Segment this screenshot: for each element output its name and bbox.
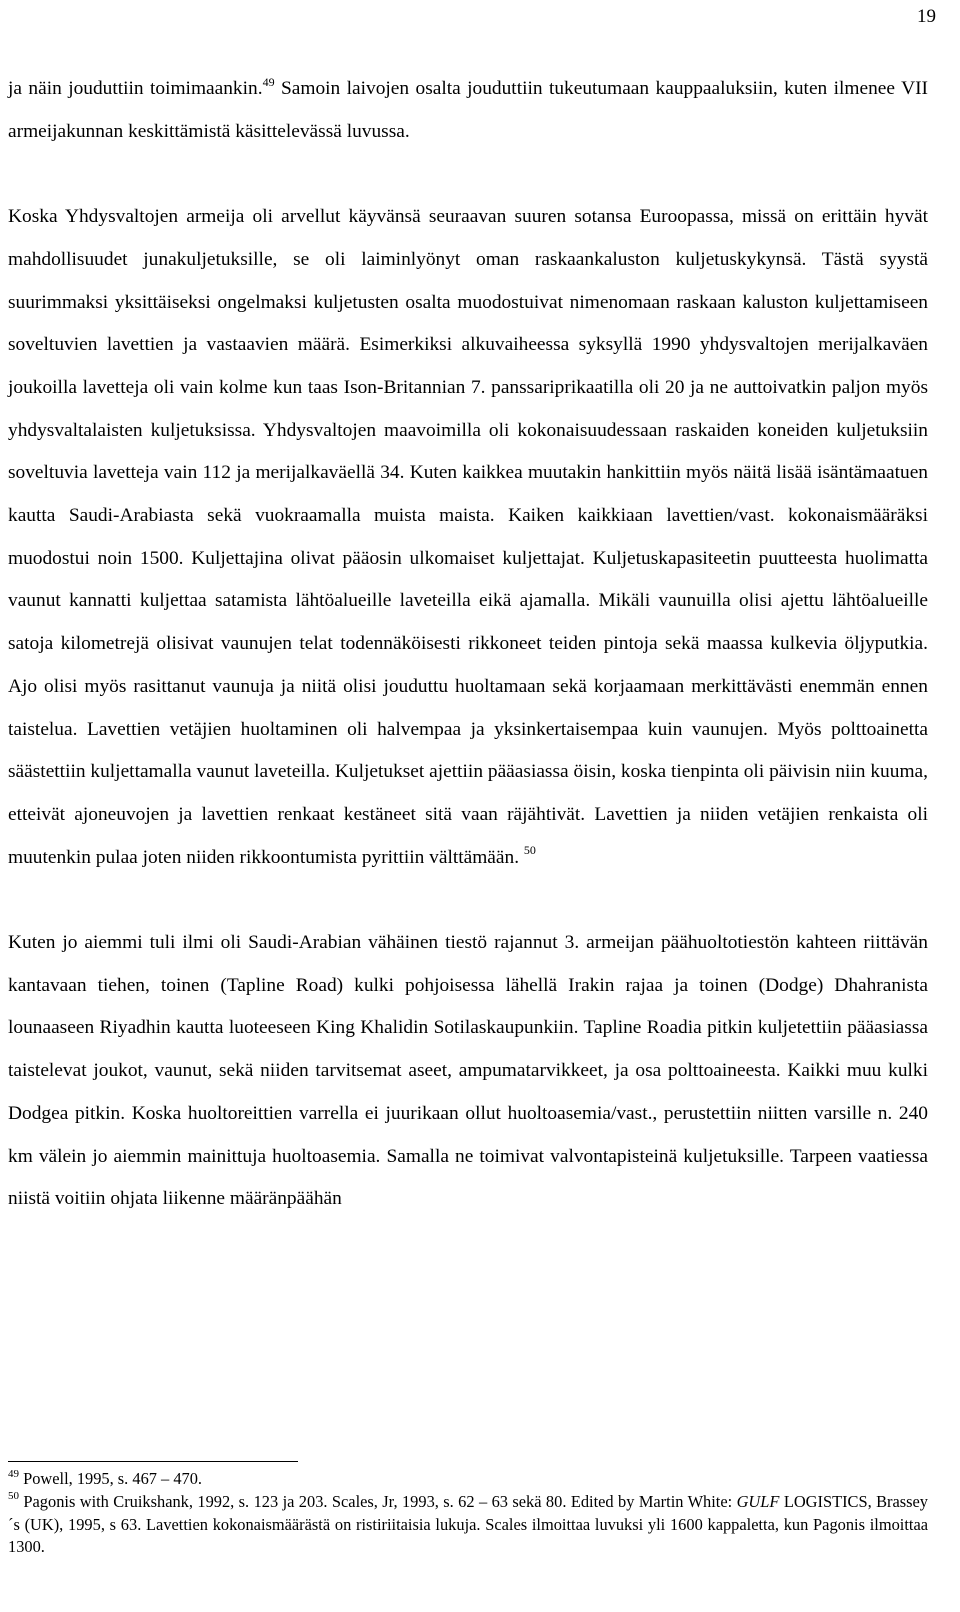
paragraph-gap	[8, 153, 928, 196]
paragraph-text: Samoin laivojen osalta jouduttiin tukeutumaan kauppaaluksiin, kuten ilmenee VII armeijakunnan keskittämistä käsittelevässä luvussa.	[8, 78, 928, 142]
body-text	[8, 68, 928, 1221]
footnote-text: Powell, 1995, s. 467 – 470.	[19, 1469, 203, 1488]
footnote-number: 49	[8, 1467, 19, 1480]
footnote-italic-title: GULF	[736, 1491, 780, 1511]
paragraph-2	[8, 196, 928, 879]
footnote-divider	[8, 1461, 298, 1462]
footnotes	[8, 1468, 928, 1559]
footnote-50	[8, 1491, 928, 1559]
footnote-text: LOGISTICS, Brassey´s (UK), 1995, s 63. Lavettien kokonaismäärästä on ristiriitaisia lukuja. Scales ilmoittaa luvuksi yli 1600 kappaletta, kun Pagonis ilmoittaa 1300.	[8, 1491, 929, 1557]
paragraph-text: ja näin jouduttiin toimimaankin.	[8, 78, 263, 99]
paragraph-text: Kuten jo aiemmi tuli ilmi oli Saudi-Arabian vähäinen tiestö rajannut 3. armeijan päähuoltotiestön kahteen riittävän kantavaan tiehen, toinen (Tapline Road) kulki pohjoisessa lähellä Irakin rajaa ja toinen (Dodge) Dhahranista lounaaseen Riyadhin kautta luoteeseen King Khalidin Sotilaskaupunkiin. Tapline Roadia pitkin kuljetettiin pääasiassa taistelevat joukot, vaunut, sekä niiden tarvitsemat aseet, ampumatarvikkeet, ja osa polttoaineesta. Kaikki muu kulki Dodgea pitkin. Koska huoltoreittien varrella ei juurikaan ollut huoltoasemia/vast., perustettiin niitten varsille n. 240 km välein jo aiemmin mainittuja huoltoasemia. Samalla ne toimivat valvontapisteinä kuljetuksille. Tarpeen vaatiessa niistä voitiin ohjata liikenne määränpäähän	[8, 932, 928, 1210]
footnote-ref[interactable]: 49	[262, 74, 275, 89]
paragraph-1	[8, 68, 928, 153]
footnote-49	[8, 1468, 928, 1491]
paragraph-text: Koska Yhdysvaltojen armeija oli arvellut käyvänsä seuraavan suuren sotansa Euroopassa, missä on erittäin hyvät mahdollisuudet junakuljetuksille, se oli laiminlyönyt oman raskaankaluston kuljetuskykynsä. Tästä syystä suurimmaksi yksittäiseksi ongelmaksi kuljetusten osalta muodostuivat nimenomaan raskaan kaluston kuljettamiseen soveltuvien lavettien ja vastaavien määrä. Esimerkiksi alkuvaiheessa syksyllä 1990 yhdysvaltojen merijalkaväen joukoilla lavetteja oli vain kolme kun taas Ison-Britannian 7. panssariprikaatilla oli 20 ja ne auttoivatkin paljon myös yhdysvaltalaisten kuljetuksissa. Yhdysvaltojen maavoimilla oli kokonaisuudessaan raskaiden koneiden kuljetuksiin soveltuvia lavetteja vain 112 ja merijalkaväellä 34. Kuten kaikkea muutakin hankittiin myös näitä lisää isäntämaatuen kautta Saudi-Arabiasta sekä vuokraamalla muista maista. Kaiken kaikkiaan lavettien/vast. kokonaismääräksi muodostui noin 1500. Kuljettajina olivat pääosin ulkomaiset kuljettajat. Kuljetuskapasiteetin puutteesta huolimatta vaunut kannatti kuljettaa satamista lähtöalueille laveteilla eikä ajamalla. Mikäli vaunuilla olisi ajettu lähtöalueille satoja kilometrejä olisivat vaunujen telat todennäköisesti rikkoneet teiden pintoja sekä maassa kulkevia öljyputkia. Ajo olisi myös rasittanut vaunuja ja niitä olisi jouduttu huoltamaan sekä korjaamaan merkittävästi enemmän ennen taistelua. Lavettien vetäjien huoltaminen oli halvempaa ja yksinkertaisempaa kuin vaunujen. Myös polttoainetta säästettiin kuljettamalla vaunut laveteilla. Kuljetukset ajettiin pääasiassa öisin, koska tienpinta oli päivisin niin kuuma, etteivät ajoneuvojen ja lavettien renkaat kestäneet sitä vaan räjähtivät. Lavettien ja niiden vetäjien renkaista oli muutenkin pulaa joten niiden rikkoontumista pyrittiin välttämään.	[8, 206, 928, 868]
paragraph-3	[8, 922, 928, 1221]
footnote-text: Pagonis with Cruikshank, 1992, s. 123 ja 203. Scales, Jr, 1993, s. 62 – 63 sekä 80. Edited by Martin White:	[19, 1491, 737, 1511]
footnote-number: 50	[8, 1490, 19, 1503]
footnote-ref[interactable]: 50	[523, 843, 536, 858]
paragraph-gap	[8, 879, 928, 922]
page-number: 19	[917, 6, 936, 27]
